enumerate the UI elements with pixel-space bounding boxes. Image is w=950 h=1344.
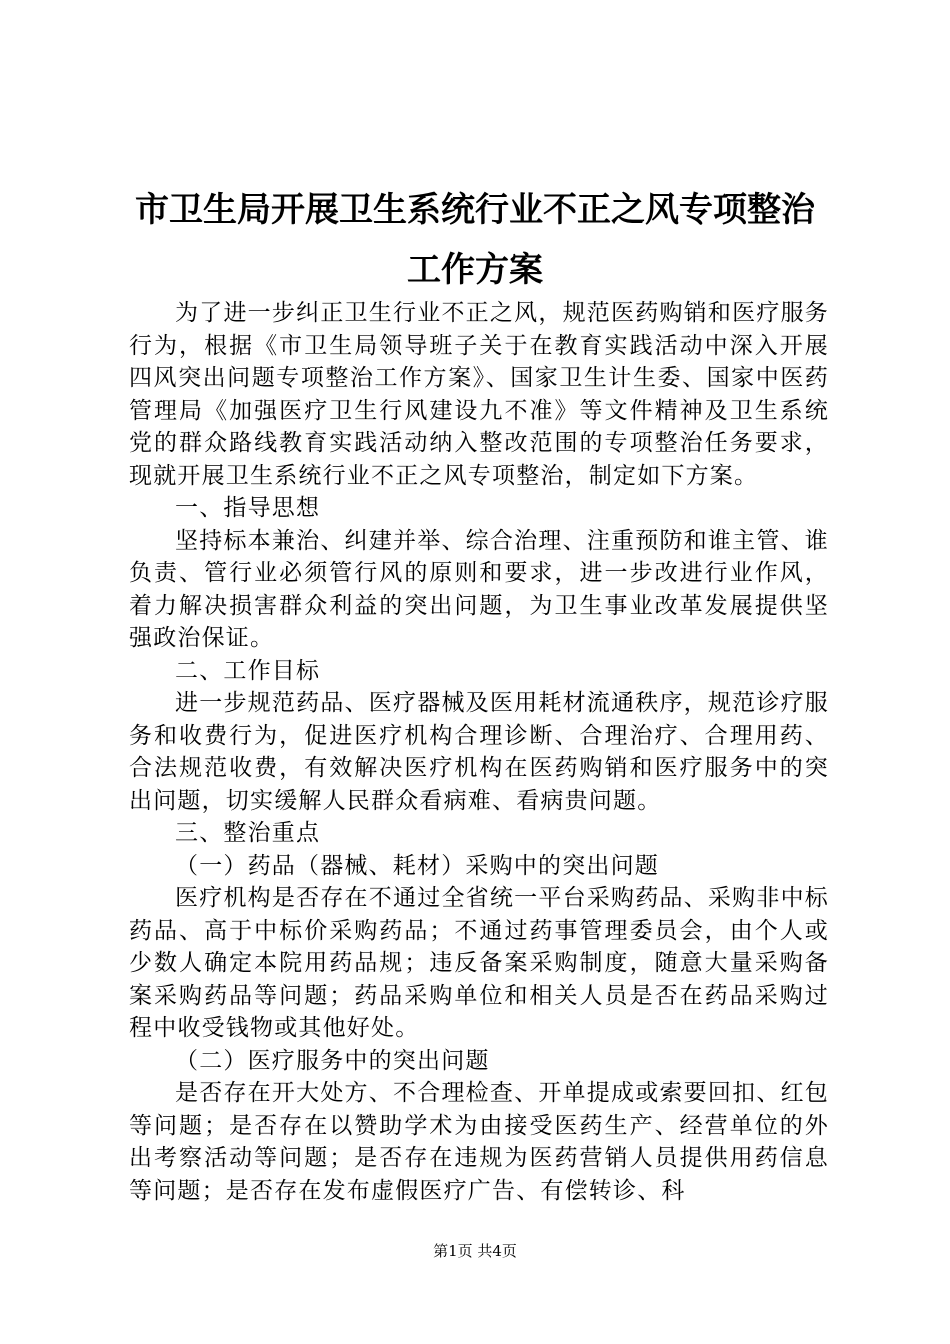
document-title-line-2: 工作方案: [407, 250, 543, 290]
paragraph-work-goals: 进一步规范药品、医疗器械及医用耗材流通秩序，规范诊疗服务和收费行为，促进医疗机构合理诊断、合理治疗、合理用药、合法规范收费，有效解决医疗机构在医药购销和医疗服务中的突出问题，切实缓解人民群众看病难、看病贵问题。: [129, 690, 829, 814]
paragraph-guiding-ideology: 坚持标本兼治、纠建并举、综合治理、注重预防和谁主管、谁负责、管行业必须管行风的原则和要求，进一步改进行业作风，着力解决损害群众利益的突出问题，为卫生事业改革发展提供坚强政治保证。: [129, 527, 829, 651]
section-heading-work-goals: 二、工作目标: [175, 657, 321, 684]
section-heading-guiding-ideology: 一、指导思想: [175, 495, 321, 521]
page-number-footer: 第1页 共4页: [433, 1242, 517, 1260]
subsection-heading-procurement: （一）药品（器械、耗材）采购中的突出问题: [175, 852, 659, 879]
document-body: [129, 297, 829, 1207]
paragraph-medical-services: 是否存在开大处方、不合理检查、开单提成或索要回扣、红包等问题；是否存在以赞助学术为由接受医药生产、经营单位的外出考察活动等问题；是否存在违规为医药营销人员提供用药信息等问题；是否存在发布虚假医疗广告、有偿转诊、科: [129, 1080, 829, 1204]
subsection-heading-medical-services: （二）医疗服务中的突出问题: [175, 1047, 490, 1074]
paragraph-procurement: 医疗机构是否存在不通过全省统一平台采购药品、采购非中标药品、高于中标价采购药品；不通过药事管理委员会，由个人或少数人确定本院用药品规；违反备案采购制度，随意大量采购备案采购药品等问题；药品采购单位和相关人员是否在药品采购过程中收受钱物或其他好处。: [129, 885, 829, 1041]
document-title-line-1: 市卫生局开展卫生系统行业不正之风专项整治: [135, 190, 815, 230]
section-heading-key-areas: 三、整治重点: [175, 820, 321, 846]
paragraph-intro: 为了进一步纠正卫生行业不正之风，规范医药购销和医疗服务行为，根据《市卫生局领导班子关于在教育实践活动中深入开展四风突出问题专项整治工作方案》、国家卫生计生委、国家中医药管理局《加强医疗卫生行风建设九不准》等文件精神及卫生系统党的群众路线教育实践活动纳入整改范围的专项整治任务要求，现就开展卫生系统行业不正之风专项整治，制定如下方案。: [129, 300, 829, 489]
